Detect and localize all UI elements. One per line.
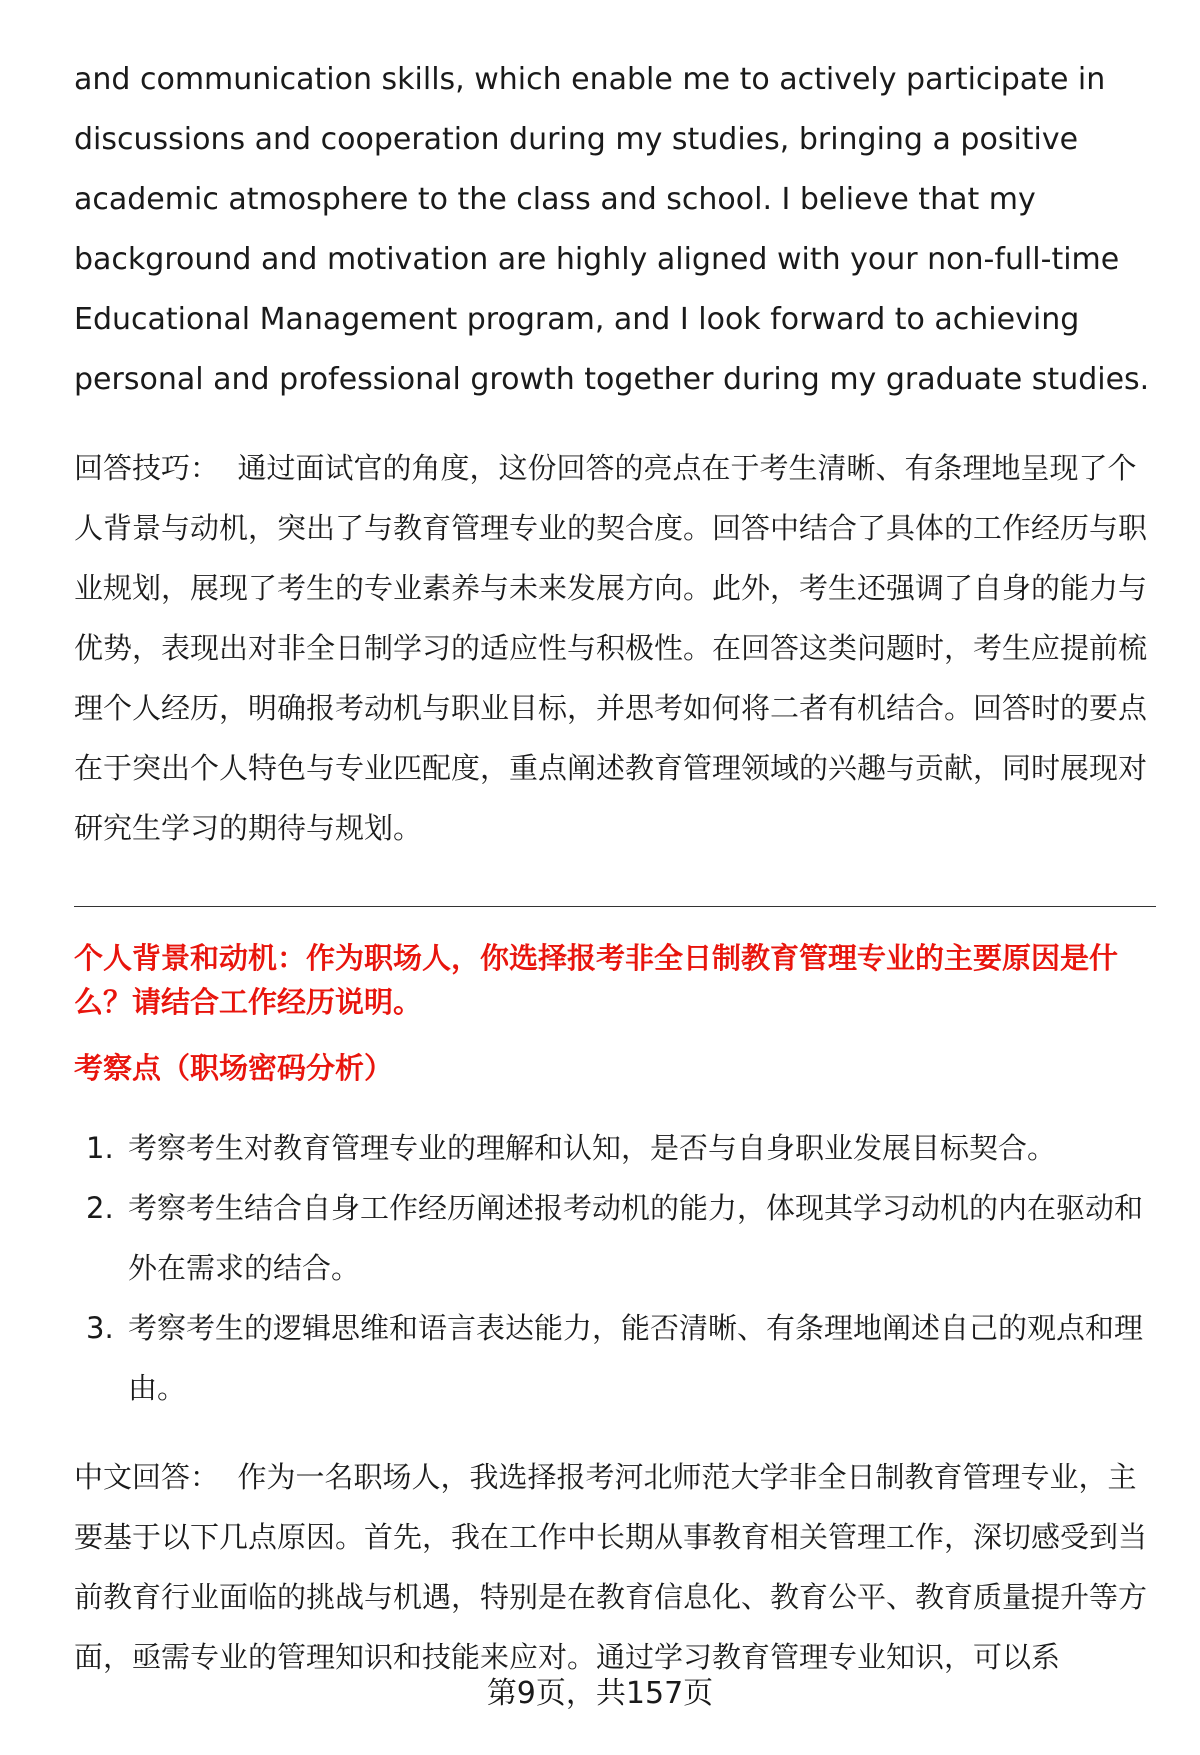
- tips-label: 回答技巧：: [74, 451, 220, 485]
- chinese-answer-label: 中文回答：: [74, 1460, 220, 1494]
- question-heading: 个人背景和动机：作为职场人，你选择报考非全日制教育管理专业的主要原因是什么？请结合工作经历说明。: [74, 941, 1119, 1019]
- chinese-answer-paragraph: [74, 1447, 1156, 1687]
- chinese-answer-text: 作为一名职场人，我选择报考河北师范大学非全日制教育管理专业，主要基于以下几点原因。首先，我在工作中长期从事教育相关管理工作，深切感受到当前教育行业面临的挑战与机遇，特别是在教育信息化、教育公平、教育质量提升等方面，亟需专业的管理知识和技能来应对。通过学习教育管理专业知识，可以系: [74, 1460, 1148, 1674]
- list-item-text: 考察考生对教育管理专业的理解和认知，是否与自身职业发展目标契合。: [128, 1131, 1057, 1165]
- list-item: [74, 1178, 1156, 1298]
- list-item-text: 考察考生结合自身工作经历阐述报考动机的能力，体现其学习动机的内在驱动和外在需求的结合。: [128, 1191, 1144, 1285]
- section-divider: [74, 906, 1156, 907]
- page-number-footer: 第9页，共157页: [486, 1676, 714, 1711]
- list-item-number: 2.: [86, 1191, 114, 1225]
- tips-text: 通过面试官的角度，这份回答的亮点在于考生清晰、有条理地呈现了个人背景与动机，突出了与教育管理专业的契合度。回答中结合了具体的工作经历与职业规划，展现了考生的专业素养与未来发展方向。此外，考生还强调了自身的能力与优势，表现出对非全日制学习的适应性与积极性。在回答这类问题时，考生应提前梳理个人经历，明确报考动机与职业目标，并思考如何将二者有机结合。回答时的要点在于突出个人特色与专业匹配度，重点阐述教育管理领域的兴趣与贡献，同时展现对研究生学习的期待与规划。: [74, 451, 1148, 845]
- assessment-points-list: [74, 1118, 1156, 1418]
- list-item: [74, 1298, 1156, 1418]
- list-item-text: 考察考生的逻辑思维和语言表达能力，能否清晰、有条理地阐述自己的观点和理由。: [128, 1311, 1144, 1405]
- english-answer-paragraph: and communication skills, which enable me to actively participate in discussions and cooperation during my studies, bringing a positive academic atmosphere to the class and school. I believe that my background and motivation are highly aligned with your non-full-time Educational Management program, and I look forward to achieving personal and professional growth together during my graduate studies.: [74, 62, 1150, 397]
- answer-tips-paragraph: [74, 438, 1156, 858]
- list-item: [74, 1118, 1156, 1178]
- list-item-number: 1.: [86, 1131, 114, 1165]
- list-item-number: 3.: [86, 1311, 114, 1345]
- assessment-points-heading: 考察点（职场密码分析）: [74, 1051, 394, 1085]
